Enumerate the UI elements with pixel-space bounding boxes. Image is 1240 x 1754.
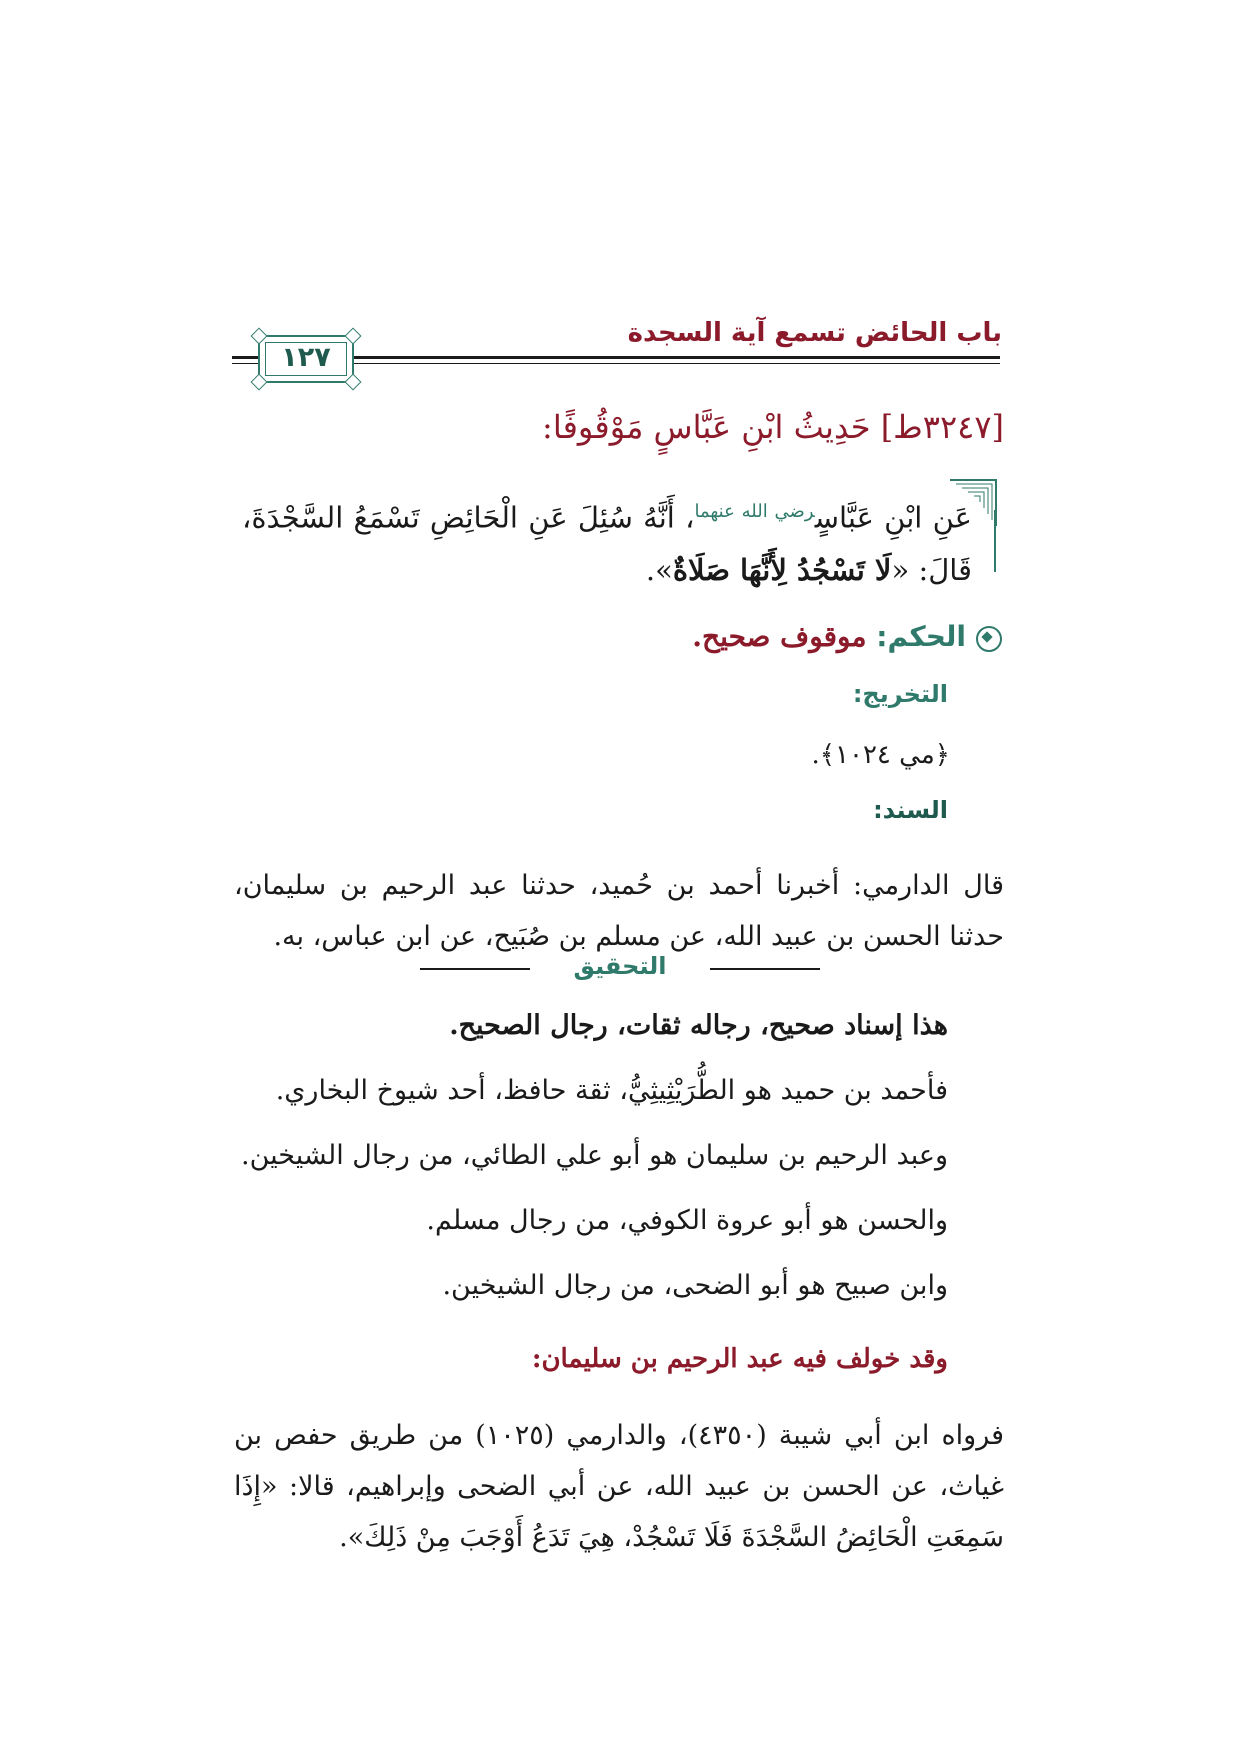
ruling-label: الحكم:	[876, 620, 966, 653]
takhrij-label: التخريج:	[852, 680, 948, 708]
chapter-title: باب الحائض تسمع آية السجدة	[627, 318, 1002, 348]
ornament-icon	[345, 374, 362, 391]
header-rule-top	[354, 356, 1000, 359]
narrator-line: وعبد الرحيم بن سليمان هو أبو علي الطائي، من رجال الشيخين.	[241, 1140, 948, 1171]
narrator-line: والحسن هو أبو عروة الكوفي، من رجال مسلم.	[426, 1205, 948, 1236]
hadith-quote: لَا تَسْجُدُ لِأَنَّهَا صَلَاةٌ	[672, 552, 892, 587]
sanad-text: قال الدارمي: أخبرنا أحمد بن حُميد، حدثنا عبد الرحيم بن سليمان، حدثنا الحسن بن عبيد الله، عن مسلم بن صُبَيح، عن ابن عباس، به.	[234, 870, 1004, 952]
ornament-icon	[251, 374, 268, 391]
narrator-line: وابن صبيح هو أبو الضحى، من رجال الشيخين.	[442, 1270, 948, 1301]
final-paragraph: فرواه ابن أبي شيبة (٤٣٥٠)، والدارمي (١٠٢٥) من طريق حفص بن غياث، عن الحسن بن عبيد الله، عن أبي الضحى وإبراهيم، قالا: «إِذَا سَمِعَتِ الْحَائِضُ السَّجْدَةَ فَلَا تَسْجُدْ، هِيَ تَدَعُ أَوْجَبَ مِنْ ذَلِكَ».	[234, 1420, 1004, 1553]
ruling	[692, 620, 1002, 653]
page-number-frame	[258, 335, 354, 383]
hadith-text-part: ، أَنَّهُ سُئِلَ عَنِ الْحَائِضِ تَسْمَعُ السَّجْدَةَ، قَالَ: «	[242, 500, 972, 587]
hadith-side-rule	[994, 510, 996, 572]
hadith-text	[242, 486, 972, 596]
header-rule-left-top	[232, 356, 258, 359]
tahqiq-heading: التحقيق	[573, 952, 667, 980]
flower-icon	[976, 626, 1002, 652]
hadith-title: [٣٢٤٧ط] حَدِيثُ ابْنِ عَبَّاسٍ مَوْقُوفًا:	[542, 408, 1004, 446]
narrator-line: فأحمد بن حميد هو الطُّرَيْثِيثِيُّ، ثقة حافظ، أحد شيوخ البخاري.	[275, 1075, 948, 1106]
takhrij-reference: ﴿مي ١٠٢٤﴾.	[811, 740, 950, 770]
header-rule-left-bottom	[232, 363, 258, 364]
tahqiq-divider	[420, 950, 820, 986]
khilaf-heading: وقد خولف فيه عبد الرحيم بن سليمان:	[531, 1344, 948, 1374]
sanad-label: السند:	[873, 796, 948, 824]
page-number: ١٢٧	[281, 342, 331, 373]
honorific-symbol: رضي الله عنهما	[694, 501, 815, 522]
tahqiq-verdict: هذا إسناد صحيح، رجاله ثقات، رجال الصحيح.	[449, 1010, 948, 1041]
ruling-value: موقوف صحيح.	[692, 620, 867, 653]
hadith-text-end: ».	[645, 552, 673, 587]
hadith-text-part: عَنِ ابْنِ عَبَّاسٍ	[814, 500, 972, 535]
header-rule-bottom	[354, 363, 1000, 364]
